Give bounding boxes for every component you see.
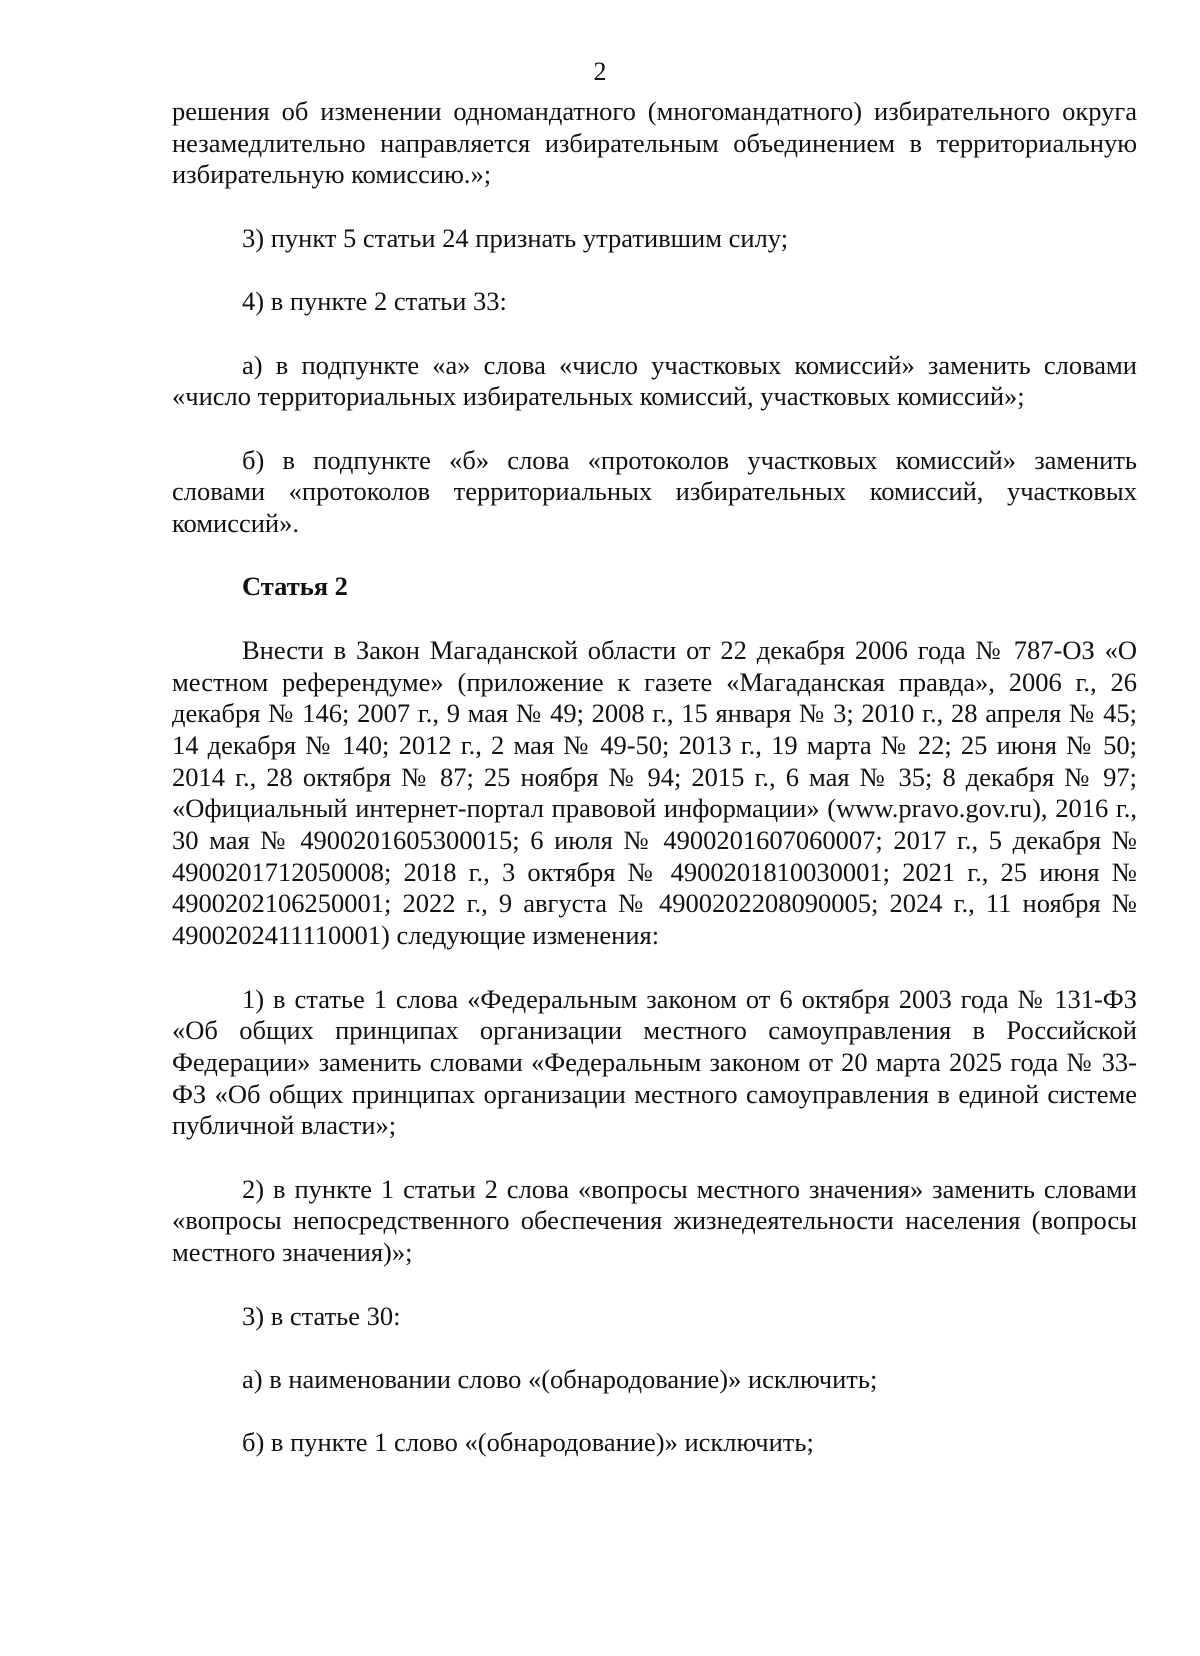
list-item: 1) в статье 1 слова «Федеральным законом от 6 октября 2003 года № 131-ФЗ «Об общих принципах организации местного самоуправления в Российской Федерации» заменить словами «Федеральным законом от 20 марта 2025 года № 33-ФЗ «Об общих принципах организации местного самоуправления в единой системе публичной власти»; [172, 983, 1137, 1141]
article-intro-paragraph: Внести в Закон Магаданской области от 22 декабря 2006 года № 787-ОЗ «О местном референдуме» (приложение к газете «Магаданская правда», 2006 г., 26 декабря № 146; 2007 г., 9 мая № 49; 2008 г., 15 января № 3; 2010 г., 28 апреля № 45; 14 декабря № 140; 2012 г., 2 мая № 49-50; 2013 г., 19 марта № 22; 25 июня № 50; 2014 г., 28 октября № 87; 25 ноября № 94; 2015 г., 6 мая № 35; 8 декабря № 97; «Официальный интернет-портал правовой информации» (www.pravo.gov.ru), 2016 г., 30 мая № 4900201605300015; 6 июля № 4900201607060007; 2017 г., 5 декабря № 4900201712050008; 2018 г., 3 октября № 4900201810030001; 2021 г., 25 июня № 4900202106250001; 2022 г., 9 августа № 4900202208090005; 2024 г., 11 ноября № 4900202411110001) следующие изменения: [172, 634, 1137, 951]
list-item: 2) в пункте 1 статьи 2 слова «вопросы местного значения» заменить словами «вопросы непосредственного обеспечения жизнедеятельности населения (вопросы местного значения)»; [172, 1173, 1137, 1268]
continuation-paragraph: решения об изменении одномандатного (многомандатного) избирательного округа незамедлительно направляется избирательным объединением в территориальную избирательную комиссию.»; [172, 96, 1137, 190]
article-heading: Статья 2 [242, 571, 348, 602]
list-item: 4) в пункте 2 статьи 33: [242, 286, 507, 317]
document-body [172, 96, 1137, 1459]
sub-list-item: а) в подпункте «а» слова «число участковых комиссий» заменить словами «число территориальных избирательных комиссий, участковых комиссий»; [172, 349, 1137, 412]
sub-list-item: б) в пункте 1 слово «(обнародование)» исключить; [242, 1427, 814, 1458]
list-item: 3) в статье 30: [242, 1300, 401, 1331]
list-item: 3) пункт 5 статьи 24 признать утратившим силу; [242, 222, 789, 253]
page-number: 2 [593, 57, 607, 86]
sub-list-item: а) в наименовании слово «(обнародование)» исключить; [242, 1363, 878, 1394]
sub-list-item: б) в подпункте «б» слова «протоколов участковых комиссий» заменить словами «протоколов территориальных избирательных комиссий, участковых комиссий». [172, 444, 1137, 539]
